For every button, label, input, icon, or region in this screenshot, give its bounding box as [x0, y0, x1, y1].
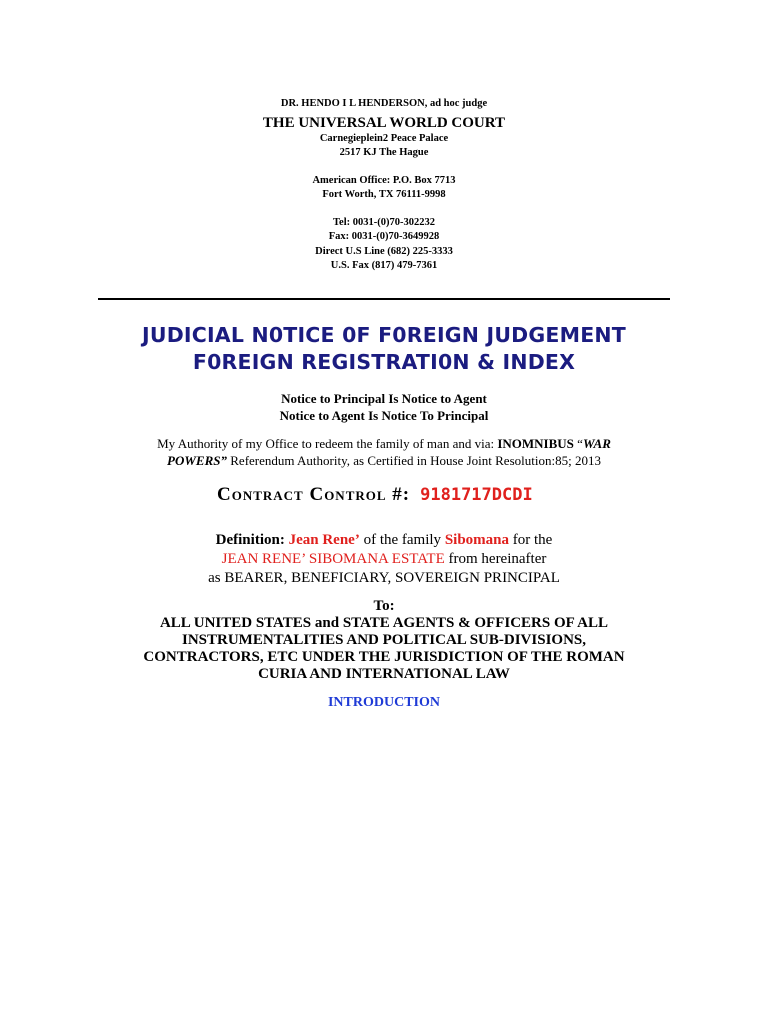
- definition-label: Definition:: [215, 532, 285, 548]
- inomnibus-text: INOMNIBUS: [497, 436, 574, 451]
- header-divider: [98, 298, 670, 300]
- definition-estate: JEAN RENE’ SIBOMANA ESTATE: [221, 551, 445, 567]
- letterhead: [0, 97, 768, 274]
- definition-as: as: [208, 570, 221, 586]
- direct-us-line: Direct U.S Line (682) 225-3333: [315, 245, 453, 257]
- fax-line: Fax: 0031-(0)70-3649928: [328, 231, 440, 242]
- addressee-line-1: ALL UNITED STATES and STATE AGENTS & OFFICERS OF ALL: [159, 615, 609, 631]
- notice-block: [0, 390, 768, 424]
- definition-hereinafter: from hereinafter: [448, 551, 547, 567]
- definition-for-the: for the: [512, 532, 553, 548]
- addressee-line-2: INSTRUMENTALITIES AND POLITICAL SUB-DIVISIONS,: [182, 632, 586, 648]
- address-line-2: 2517 KJ The Hague: [339, 147, 429, 158]
- authority-suffix: Referendum Authority, as Certified in House Joint Resolution:85; 2013: [227, 453, 601, 468]
- introduction-section: [0, 695, 768, 711]
- addressee-line-3: CONTRACTORS, ETC UNDER THE JURISDICTION OF THE ROMAN: [143, 649, 625, 665]
- contract-control-number: 9181717DCDI: [420, 485, 533, 505]
- definition-roles: BEARER, BENEFICIARY, SOVEREIGN PRINCIPAL: [224, 570, 560, 586]
- judge-name: DR. HENDO I L HENDERSON, ad hoc judge: [280, 98, 488, 109]
- authority-prefix: My Authority of my Office to redeem the family of man and via:: [157, 436, 498, 451]
- definition-block: [0, 531, 768, 588]
- definition-name: Jean Rene’: [288, 532, 360, 548]
- introduction-heading: INTRODUCTION: [327, 695, 440, 710]
- war-powers-text: WAR POWERS”: [167, 436, 611, 468]
- title-line-1: JUDICIAL N0TICE 0F F0REIGN JUDGEMENT: [142, 323, 626, 347]
- contract-control-label: Contract Control #:: [217, 484, 411, 505]
- definition-family-text: of the family: [363, 532, 442, 548]
- tel-line: Tel: 0031-(0)70-302232: [333, 216, 435, 228]
- title-line-2: F0REIGN REGISTRATI0N & INDEX: [192, 350, 576, 374]
- court-name: THE UNIVERSAL WORLD COURT: [262, 114, 506, 131]
- us-fax-line: U.S. Fax (817) 479-7361: [330, 260, 438, 271]
- authority-paragraph: [0, 435, 768, 469]
- document-title: [0, 322, 768, 376]
- address-line-1: Carnegieplein2 Peace Palace: [319, 132, 449, 144]
- contract-control: [0, 484, 768, 506]
- addressee-line-4: CURIA AND INTERNATIONAL LAW: [258, 666, 510, 682]
- definition-family-name: Sibomana: [444, 532, 510, 548]
- notice-line-1: Notice to Principal Is Notice to Agent: [281, 391, 487, 406]
- notice-line-2: Notice to Agent Is Notice To Principal: [279, 408, 489, 423]
- us-office-line-1: American Office: P.O. Box 7713: [312, 174, 456, 186]
- us-office-line-2: Fort Worth, TX 76111-9998: [322, 189, 446, 200]
- addressee-block: [0, 598, 768, 683]
- to-label: To:: [373, 598, 395, 614]
- authority-open-quote: “: [573, 436, 583, 451]
